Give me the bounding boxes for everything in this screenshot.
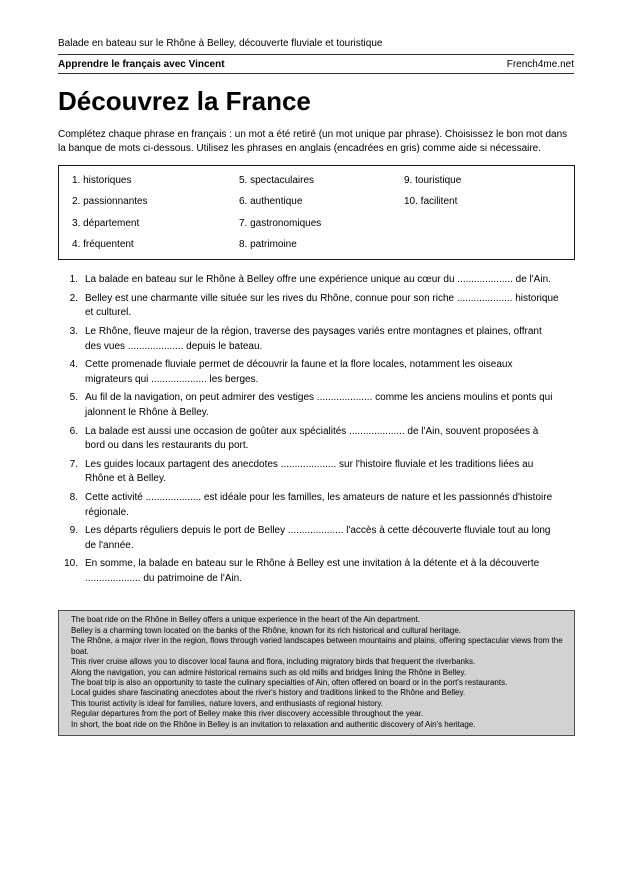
word-bank: [58, 165, 575, 260]
translation-line: The boat ride on the Rhône in Belley offers a unique experience in the heart of the Ain department.: [71, 615, 420, 625]
word-bank-item: 3. département: [72, 217, 140, 229]
exercise-item: [58, 391, 575, 420]
exercise-item-text: Les guides locaux partagent des anecdotes .................... sur l'histoire fluviale et les traditions liées au Rhône et à Belley.: [85, 458, 534, 485]
word-bank-item: 10. facilitent: [404, 196, 458, 208]
exercise-item-text: Cette activité .................... est idéale pour les familles, les amateurs de nature et les passionnés d'histoire régionale.: [85, 491, 553, 518]
exercise-item-number: 5.: [69, 392, 78, 404]
exercise-item: [58, 557, 575, 586]
exercise-item-number: 2.: [69, 292, 78, 304]
exercise-item-number: 6.: [69, 425, 78, 437]
word-bank-item: 2. passionnantes: [72, 196, 148, 208]
exercise-item-number: 8.: [69, 491, 78, 503]
exercise-item: [58, 425, 575, 454]
exercise-item: [58, 273, 575, 288]
exercise-list: [58, 273, 575, 586]
word-bank-column-2: [239, 170, 404, 255]
word-bank-item: 6. authentique: [239, 196, 303, 208]
exercise-item-number: 3.: [69, 325, 78, 337]
exercise-item-text: Au fil de la navigation, on peut admirer des vestiges .................... comme les anciens moulins et ponts qui jalonnent le Rhône à Belley.: [85, 392, 553, 418]
header-rule-bottom: [58, 73, 574, 74]
exercise-item-number: 1.: [69, 274, 78, 286]
page-title: Découvrez la France: [58, 86, 311, 116]
exercise-item-text: La balade est aussi une occasion de goûter aux spécialités .................... de l'Ain, souvent proposées à bord ou dans les restaurants du port.: [85, 425, 539, 452]
exercise-item-number: 10.: [64, 558, 78, 570]
translation-line: Regular departures from the port of Belley make this river discovery accessible throughout the year.: [71, 709, 424, 719]
exercise-item-number: 4.: [69, 359, 78, 371]
instructions-text: Complétez chaque phrase en français : un mot a été retiré (un mot unique par phrase). Choisissez le bon mot dans la banque de mots ci-dessous. Utilisez les phrases en anglais (encadrées en gris) comme aide si nécessaire.: [58, 129, 568, 154]
word-bank-column-3: [404, 170, 574, 255]
site-name: French4me.net: [506, 59, 574, 70]
word-bank-item: 4. fréquentent: [72, 238, 134, 250]
translation-line: This river cruise allows you to discover local fauna and flora, including migratory birds that frequent the riverbanks.: [71, 657, 476, 667]
exercise-item-text: Cette promenade fluviale permet de découvrir la faune et la flore locales, notamment les oiseaux migrateurs qui .................... les berges.: [85, 359, 513, 385]
brand-name: Apprendre le français avec Vincent: [58, 59, 225, 70]
exercise-item-number: 7.: [69, 458, 78, 470]
word-bank-item: 5. spectaculaires: [239, 175, 315, 186]
exercise-item: [58, 292, 575, 321]
translation-line: The Rhône, a major river in the region, flows through varied landscapes between mountains and plains, offering spectacular views from the boat.: [71, 636, 563, 656]
exercise-item: [58, 524, 575, 553]
translation-line: Local guides share fascinating anecdotes about the river's history and traditions linked to the Rhône and Belley.: [71, 688, 466, 698]
exercise-item-text: En somme, la balade en bateau sur le Rhône à Belley est une invitation à la détente et à la découverte .................... du patrimoine de l'Ain.: [85, 558, 540, 584]
word-bank-column-1: [72, 170, 239, 255]
subject-line: Balade en bateau sur le Rhône à Belley, découverte fluviale et touristique: [58, 38, 383, 49]
translation-line: The boat trip is also an opportunity to taste the culinary specialties of Ain, often offered on board or in the port's restaurants.: [71, 677, 508, 687]
exercise-item-text: Belley est une charmante ville située sur les rives du Rhône, connue pour son riche .................... historique et culturel.: [85, 292, 559, 319]
word-bank-item: 1. historiques: [72, 175, 132, 186]
header-row: [58, 55, 574, 73]
word-bank-item: 9. touristique: [404, 175, 462, 186]
exercise-item: [58, 325, 575, 354]
exercise-item: [58, 358, 575, 387]
translation-line: Belley is a charming town located on the banks of the Rhône, known for its rich historical and cultural heritage.: [71, 625, 461, 635]
exercise-item-number: 9.: [69, 525, 78, 537]
translation-box: [58, 610, 575, 735]
exercise-item-text: La balade en bateau sur le Rhône à Belley offre une expérience unique au cœur du .................... de l'Ain.: [85, 274, 551, 286]
exercise-item: [58, 458, 575, 487]
translation-line: Along the navigation, you can admire historical remains such as old mills and bridges lining the Rhône in Belley.: [71, 667, 467, 677]
translation-line: In short, the boat ride on the Rhône in Belley is an invitation to relaxation and authentic discovery of Ain's heritage.: [71, 719, 476, 729]
exercise-item: [58, 491, 575, 520]
translation-line: This tourist activity is ideal for families, nature lovers, and enthusiasts of regional history.: [71, 698, 383, 708]
exercise-item-text: Les départs réguliers depuis le port de Belley .................... l'accès à cette découverte fluviale tout au long de l'année.: [85, 525, 551, 551]
word-bank-item: 7. gastronomiques: [239, 217, 322, 229]
word-bank-item: 8. patrimoine: [239, 238, 297, 250]
exercise-item-text: Le Rhône, fleuve majeur de la région, traverse des paysages variés entre montagnes et plaines, offrant des vues .................... depuis le bateau.: [85, 325, 542, 352]
